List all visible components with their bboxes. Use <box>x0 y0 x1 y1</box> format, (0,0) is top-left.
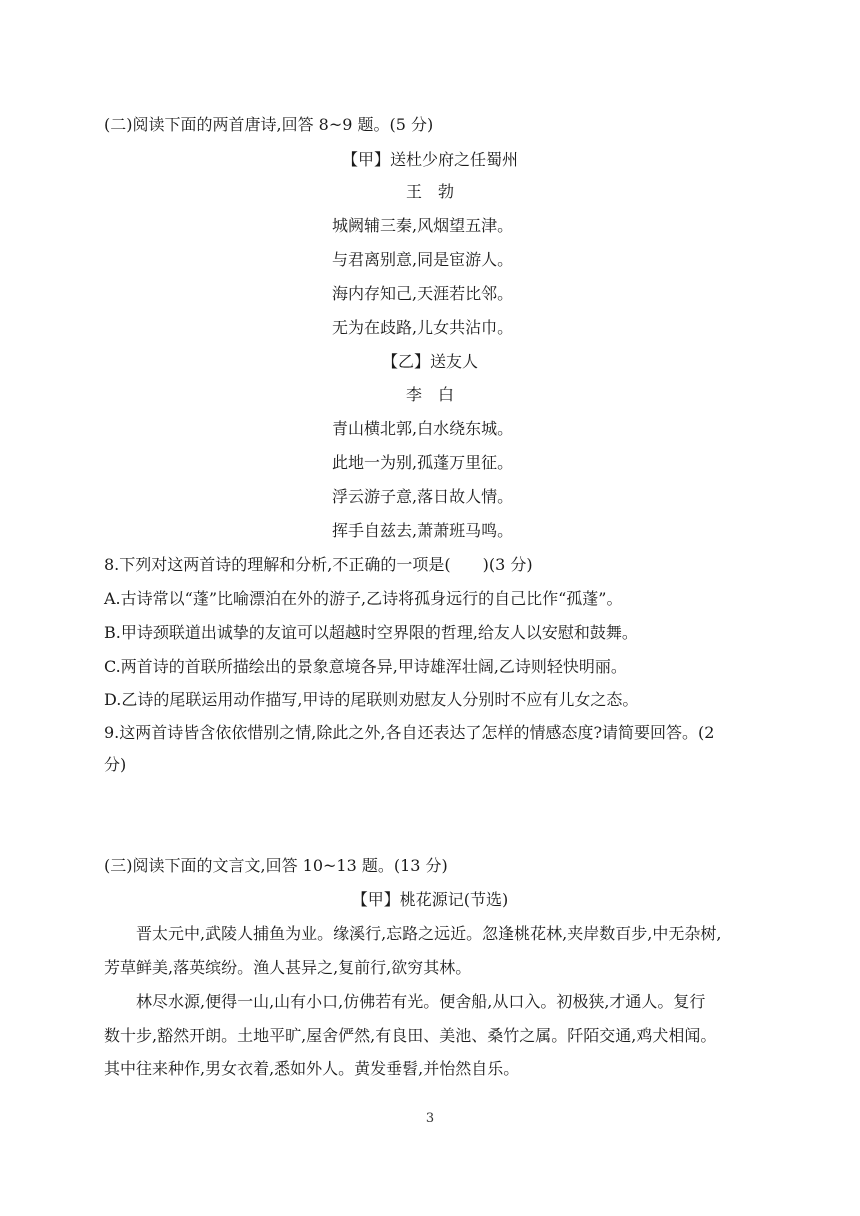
passage-line: 其中往来种作,男女衣着,悉如外人。黄发垂髫,并怡然自乐。 <box>104 1059 520 1078</box>
poem-b-line: 挥手自兹去,萧萧班马鸣。 <box>332 521 514 540</box>
poem-b-line: 浮云游子意,落日故人情。 <box>332 487 514 506</box>
poem-b-line: 此地一为别,孤蓬万里征。 <box>332 453 514 472</box>
question-9-line: 分) <box>104 755 127 774</box>
poem-b-author: 李 白 <box>405 385 454 404</box>
passage-line: 林尽水源,便得一山,山有小口,仿佛若有光。便舍船,从口入。初极狭,才通人。复行 <box>136 992 706 1011</box>
question-8-stem: 8.下列对这两首诗的理解和分析,不正确的一项是( )(3 分) <box>104 555 533 574</box>
poem-a-line: 海内存知己,天涯若比邻。 <box>332 284 514 303</box>
poem-b-line: 青山横北郭,白水绕东城。 <box>332 419 514 438</box>
poem-a-line: 无为在歧路,儿女共沾巾。 <box>332 318 514 337</box>
poem-b-title: 【乙】送友人 <box>381 352 478 371</box>
question-8-option-c: C.两首诗的首联所描绘出的景象意境各异,甲诗雄浑壮阔,乙诗则轻快明丽。 <box>104 657 627 676</box>
question-8-option-d: D.乙诗的尾联运用动作描写,甲诗的尾联则劝慰友人分别时不应有儿女之态。 <box>104 690 639 709</box>
page-number: 3 <box>425 1111 435 1126</box>
passage-line: 芳草鲜美,落英缤纷。渔人甚异之,复前行,欲穷其林。 <box>104 958 472 977</box>
passage-line: 晋太元中,武陵人捕鱼为业。缘溪行,忘路之远近。忽逢桃花林,夹岸数百步,中无杂树, <box>136 924 722 943</box>
section2-heading: (二)阅读下面的两首唐诗,回答 8~9 题。(5 分) <box>104 115 434 134</box>
question-8-option-b: B.甲诗颈联道出诚挚的友谊可以超越时空界限的哲理,给友人以安慰和鼓舞。 <box>104 623 638 642</box>
question-8-option-a: A.古诗常以“蓬”比喻漂泊在外的游子,乙诗将孤身远行的自己比作“孤蓬”。 <box>104 589 623 608</box>
poem-a-line: 与君离别意,同是宦游人。 <box>332 250 514 269</box>
poem-a-line: 城阙辅三秦,风烟望五津。 <box>332 216 514 235</box>
question-9-line: 9.这两首诗皆含依依惜别之情,除此之外,各自还表达了怎样的情感态度?请简要回答。(2 <box>104 723 715 742</box>
section3-heading: (三)阅读下面的文言文,回答 10~13 题。(13 分) <box>104 856 448 875</box>
poem-a-title: 【甲】送杜少府之任蜀州 <box>341 150 518 169</box>
poem-a-author: 王 勃 <box>405 182 454 201</box>
passage-line: 数十步,豁然开朗。土地平旷,屋舍俨然,有良田、美池、桑竹之属。阡陌交通,鸡犬相闻。 <box>104 1026 717 1045</box>
passage-title: 【甲】桃花源记(节选) <box>351 890 509 909</box>
